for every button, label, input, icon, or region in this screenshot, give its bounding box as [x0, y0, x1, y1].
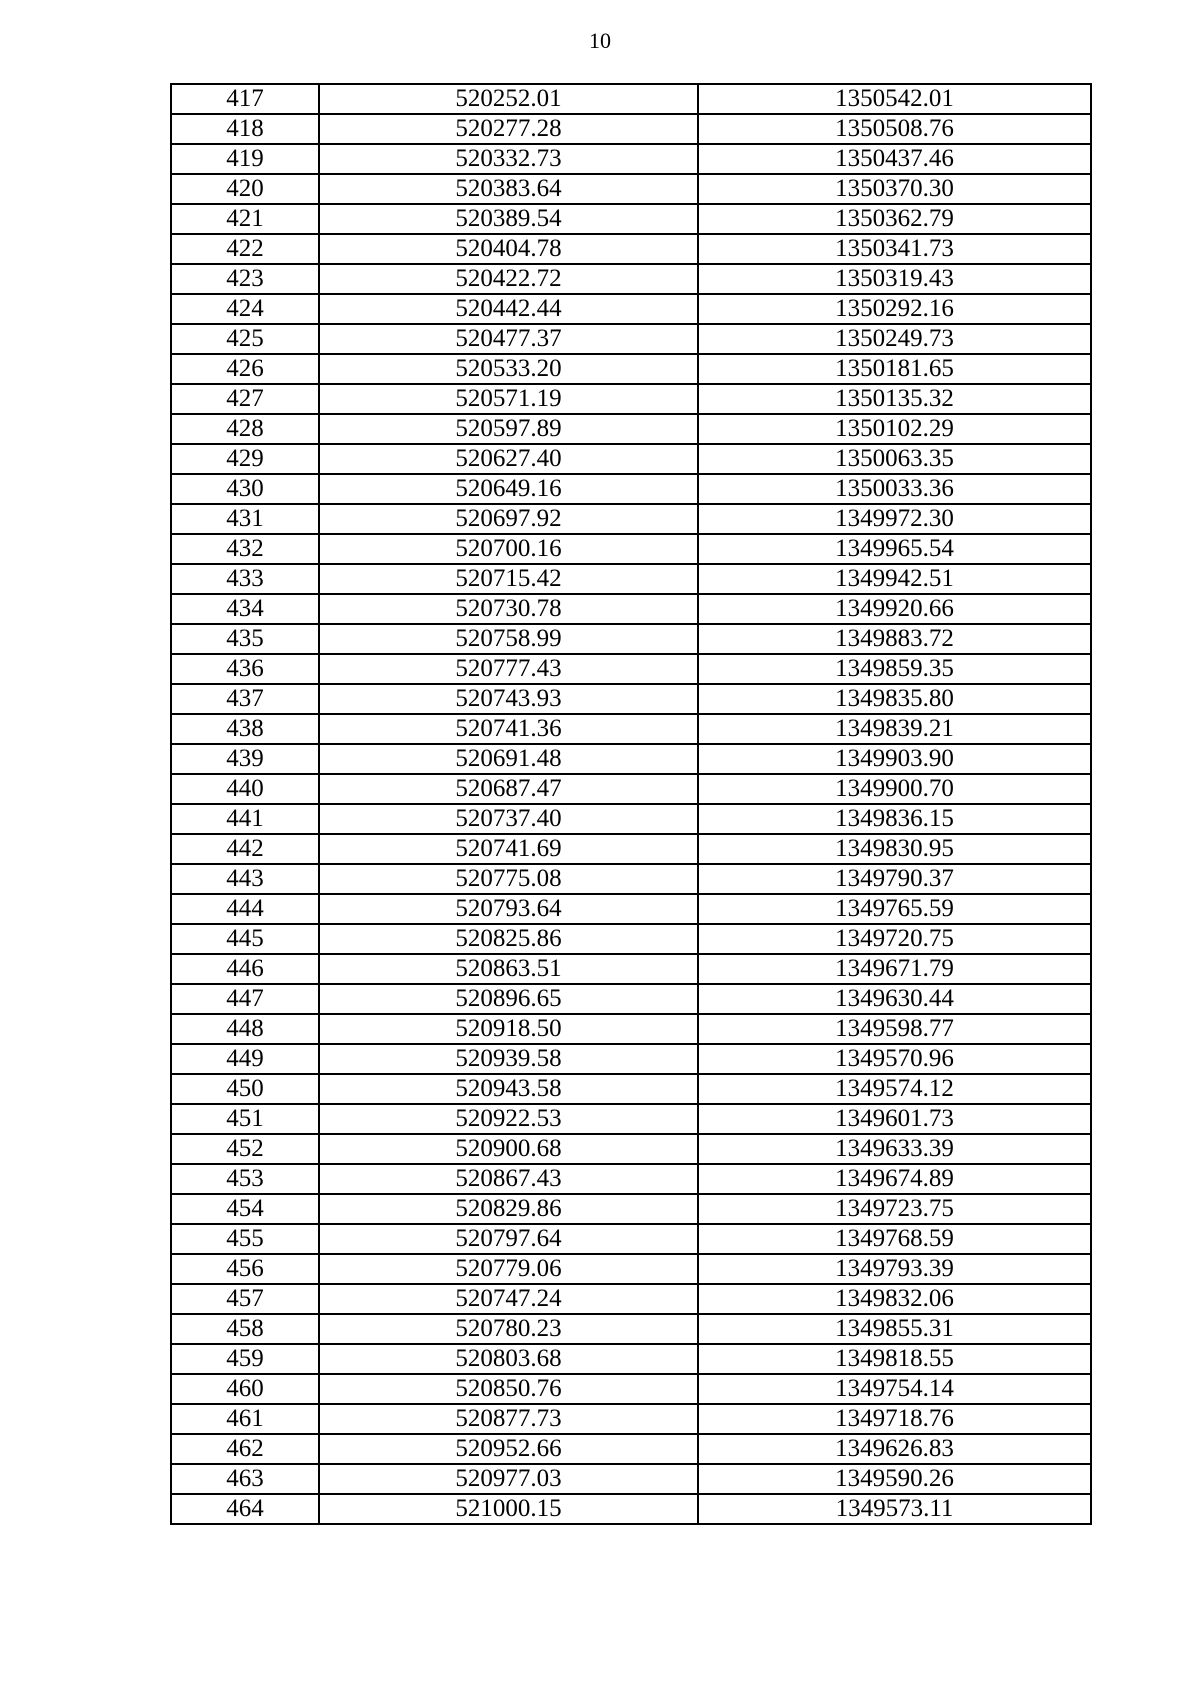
point-number-cell: 438 — [171, 714, 319, 744]
point-number-cell: 433 — [171, 564, 319, 594]
point-number-cell: 420 — [171, 174, 319, 204]
y-coordinate-cell: 1350370.30 — [698, 174, 1091, 204]
table-row — [171, 1224, 1091, 1254]
x-coordinate-cell: 520277.28 — [319, 114, 698, 144]
table-row — [171, 1464, 1091, 1494]
point-number-cell: 461 — [171, 1404, 319, 1434]
point-number-cell: 430 — [171, 474, 319, 504]
x-coordinate-cell: 520597.89 — [319, 414, 698, 444]
y-coordinate-cell: 1349768.59 — [698, 1224, 1091, 1254]
table-row — [171, 1284, 1091, 1314]
table-row — [171, 294, 1091, 324]
x-coordinate-cell: 520404.78 — [319, 234, 698, 264]
x-coordinate-cell: 520687.47 — [319, 774, 698, 804]
table-row — [171, 1254, 1091, 1284]
y-coordinate-cell: 1349790.37 — [698, 864, 1091, 894]
x-coordinate-cell: 520442.44 — [319, 294, 698, 324]
point-number-cell: 431 — [171, 504, 319, 534]
y-coordinate-cell: 1350249.73 — [698, 324, 1091, 354]
x-coordinate-cell: 520797.64 — [319, 1224, 698, 1254]
x-coordinate-cell: 520758.99 — [319, 624, 698, 654]
table-row — [171, 1074, 1091, 1104]
point-number-cell: 422 — [171, 234, 319, 264]
point-number-cell: 449 — [171, 1044, 319, 1074]
point-number-cell: 444 — [171, 894, 319, 924]
table-row — [171, 534, 1091, 564]
y-coordinate-cell: 1349836.15 — [698, 804, 1091, 834]
table-row — [171, 504, 1091, 534]
y-coordinate-cell: 1349965.54 — [698, 534, 1091, 564]
coordinates-table — [170, 83, 1092, 1525]
x-coordinate-cell: 521000.15 — [319, 1494, 698, 1524]
y-coordinate-cell: 1349900.70 — [698, 774, 1091, 804]
y-coordinate-cell: 1349573.11 — [698, 1494, 1091, 1524]
table-row — [171, 954, 1091, 984]
point-number-cell: 457 — [171, 1284, 319, 1314]
y-coordinate-cell: 1349839.21 — [698, 714, 1091, 744]
point-number-cell: 427 — [171, 384, 319, 414]
table-row — [171, 924, 1091, 954]
x-coordinate-cell: 520715.42 — [319, 564, 698, 594]
point-number-cell: 423 — [171, 264, 319, 294]
x-coordinate-cell: 520977.03 — [319, 1464, 698, 1494]
y-coordinate-cell: 1349671.79 — [698, 954, 1091, 984]
table-row — [171, 864, 1091, 894]
table-row — [171, 204, 1091, 234]
x-coordinate-cell: 520332.73 — [319, 144, 698, 174]
x-coordinate-cell: 520533.20 — [319, 354, 698, 384]
x-coordinate-cell: 520850.76 — [319, 1374, 698, 1404]
x-coordinate-cell: 520691.48 — [319, 744, 698, 774]
table-row — [171, 474, 1091, 504]
point-number-cell: 463 — [171, 1464, 319, 1494]
y-coordinate-cell: 1350135.32 — [698, 384, 1091, 414]
y-coordinate-cell: 1350319.43 — [698, 264, 1091, 294]
y-coordinate-cell: 1350063.35 — [698, 444, 1091, 474]
table-row — [171, 1014, 1091, 1044]
x-coordinate-cell: 520867.43 — [319, 1164, 698, 1194]
x-coordinate-cell: 520829.86 — [319, 1194, 698, 1224]
table-row — [171, 1164, 1091, 1194]
point-number-cell: 428 — [171, 414, 319, 444]
y-coordinate-cell: 1349674.89 — [698, 1164, 1091, 1194]
table-row — [171, 744, 1091, 774]
point-number-cell: 440 — [171, 774, 319, 804]
point-number-cell: 454 — [171, 1194, 319, 1224]
x-coordinate-cell: 520900.68 — [319, 1134, 698, 1164]
point-number-cell: 437 — [171, 684, 319, 714]
y-coordinate-cell: 1349859.35 — [698, 654, 1091, 684]
coordinates-table-body — [171, 84, 1091, 1524]
point-number-cell: 458 — [171, 1314, 319, 1344]
x-coordinate-cell: 520700.16 — [319, 534, 698, 564]
y-coordinate-cell: 1349630.44 — [698, 984, 1091, 1014]
x-coordinate-cell: 520389.54 — [319, 204, 698, 234]
point-number-cell: 432 — [171, 534, 319, 564]
x-coordinate-cell: 520747.24 — [319, 1284, 698, 1314]
x-coordinate-cell: 520775.08 — [319, 864, 698, 894]
x-coordinate-cell: 520571.19 — [319, 384, 698, 414]
point-number-cell: 441 — [171, 804, 319, 834]
point-number-cell: 443 — [171, 864, 319, 894]
y-coordinate-cell: 1349883.72 — [698, 624, 1091, 654]
x-coordinate-cell: 520730.78 — [319, 594, 698, 624]
x-coordinate-cell: 520793.64 — [319, 894, 698, 924]
point-number-cell: 439 — [171, 744, 319, 774]
point-number-cell: 456 — [171, 1254, 319, 1284]
table-row — [171, 834, 1091, 864]
x-coordinate-cell: 520697.92 — [319, 504, 698, 534]
point-number-cell: 464 — [171, 1494, 319, 1524]
point-number-cell: 448 — [171, 1014, 319, 1044]
point-number-cell: 460 — [171, 1374, 319, 1404]
x-coordinate-cell: 520877.73 — [319, 1404, 698, 1434]
table-row — [171, 264, 1091, 294]
y-coordinate-cell: 1349601.73 — [698, 1104, 1091, 1134]
table-row — [171, 234, 1091, 264]
x-coordinate-cell: 520803.68 — [319, 1344, 698, 1374]
table-row — [171, 714, 1091, 744]
point-number-cell: 453 — [171, 1164, 319, 1194]
table-row — [171, 684, 1091, 714]
y-coordinate-cell: 1350102.29 — [698, 414, 1091, 444]
x-coordinate-cell: 520252.01 — [319, 84, 698, 114]
x-coordinate-cell: 520743.93 — [319, 684, 698, 714]
table-row — [171, 564, 1091, 594]
point-number-cell: 452 — [171, 1134, 319, 1164]
table-row — [171, 654, 1091, 684]
x-coordinate-cell: 520922.53 — [319, 1104, 698, 1134]
y-coordinate-cell: 1349590.26 — [698, 1464, 1091, 1494]
y-coordinate-cell: 1349830.95 — [698, 834, 1091, 864]
point-number-cell: 446 — [171, 954, 319, 984]
point-number-cell: 435 — [171, 624, 319, 654]
y-coordinate-cell: 1349570.96 — [698, 1044, 1091, 1074]
table-row — [171, 1494, 1091, 1524]
y-coordinate-cell: 1350292.16 — [698, 294, 1091, 324]
x-coordinate-cell: 520383.64 — [319, 174, 698, 204]
x-coordinate-cell: 520477.37 — [319, 324, 698, 354]
table-row — [171, 594, 1091, 624]
x-coordinate-cell: 520918.50 — [319, 1014, 698, 1044]
table-row — [171, 114, 1091, 144]
table-row — [171, 1314, 1091, 1344]
y-coordinate-cell: 1349920.66 — [698, 594, 1091, 624]
y-coordinate-cell: 1349633.39 — [698, 1134, 1091, 1164]
y-coordinate-cell: 1349626.83 — [698, 1434, 1091, 1464]
x-coordinate-cell: 520777.43 — [319, 654, 698, 684]
table-row — [171, 1044, 1091, 1074]
point-number-cell: 447 — [171, 984, 319, 1014]
y-coordinate-cell: 1349818.55 — [698, 1344, 1091, 1374]
x-coordinate-cell: 520825.86 — [319, 924, 698, 954]
x-coordinate-cell: 520649.16 — [319, 474, 698, 504]
point-number-cell: 436 — [171, 654, 319, 684]
point-number-cell: 419 — [171, 144, 319, 174]
point-number-cell: 417 — [171, 84, 319, 114]
table-row — [171, 1134, 1091, 1164]
y-coordinate-cell: 1349723.75 — [698, 1194, 1091, 1224]
y-coordinate-cell: 1350508.76 — [698, 114, 1091, 144]
point-number-cell: 429 — [171, 444, 319, 474]
x-coordinate-cell: 520741.69 — [319, 834, 698, 864]
y-coordinate-cell: 1349754.14 — [698, 1374, 1091, 1404]
point-number-cell: 434 — [171, 594, 319, 624]
y-coordinate-cell: 1349793.39 — [698, 1254, 1091, 1284]
point-number-cell: 462 — [171, 1434, 319, 1464]
point-number-cell: 450 — [171, 1074, 319, 1104]
y-coordinate-cell: 1350437.46 — [698, 144, 1091, 174]
point-number-cell: 421 — [171, 204, 319, 234]
y-coordinate-cell: 1349765.59 — [698, 894, 1091, 924]
x-coordinate-cell: 520627.40 — [319, 444, 698, 474]
table-row — [171, 174, 1091, 204]
y-coordinate-cell: 1350341.73 — [698, 234, 1091, 264]
table-row — [171, 384, 1091, 414]
y-coordinate-cell: 1350181.65 — [698, 354, 1091, 384]
y-coordinate-cell: 1349832.06 — [698, 1284, 1091, 1314]
table-row — [171, 984, 1091, 1014]
x-coordinate-cell: 520741.36 — [319, 714, 698, 744]
y-coordinate-cell: 1349855.31 — [698, 1314, 1091, 1344]
point-number-cell: 426 — [171, 354, 319, 384]
point-number-cell: 455 — [171, 1224, 319, 1254]
table-row — [171, 1434, 1091, 1464]
y-coordinate-cell: 1349718.76 — [698, 1404, 1091, 1434]
table-row — [171, 84, 1091, 114]
y-coordinate-cell: 1349720.75 — [698, 924, 1091, 954]
y-coordinate-cell: 1349903.90 — [698, 744, 1091, 774]
x-coordinate-cell: 520939.58 — [319, 1044, 698, 1074]
table-row — [171, 1194, 1091, 1224]
y-coordinate-cell: 1349972.30 — [698, 504, 1091, 534]
table-row — [171, 144, 1091, 174]
y-coordinate-cell: 1349835.80 — [698, 684, 1091, 714]
x-coordinate-cell: 520780.23 — [319, 1314, 698, 1344]
table-row — [171, 1374, 1091, 1404]
table-row — [171, 624, 1091, 654]
x-coordinate-cell: 520952.66 — [319, 1434, 698, 1464]
point-number-cell: 418 — [171, 114, 319, 144]
table-row — [171, 1404, 1091, 1434]
y-coordinate-cell: 1350033.36 — [698, 474, 1091, 504]
x-coordinate-cell: 520896.65 — [319, 984, 698, 1014]
table-row — [171, 354, 1091, 384]
y-coordinate-cell: 1350542.01 — [698, 84, 1091, 114]
table-row — [171, 414, 1091, 444]
y-coordinate-cell: 1349598.77 — [698, 1014, 1091, 1044]
table-row — [171, 1344, 1091, 1374]
point-number-cell: 442 — [171, 834, 319, 864]
x-coordinate-cell: 520422.72 — [319, 264, 698, 294]
table-row — [171, 774, 1091, 804]
y-coordinate-cell: 1350362.79 — [698, 204, 1091, 234]
table-row — [171, 1104, 1091, 1134]
y-coordinate-cell: 1349574.12 — [698, 1074, 1091, 1104]
x-coordinate-cell: 520737.40 — [319, 804, 698, 834]
y-coordinate-cell: 1349942.51 — [698, 564, 1091, 594]
table-row — [171, 324, 1091, 354]
table-row — [171, 894, 1091, 924]
table-row — [171, 444, 1091, 474]
x-coordinate-cell: 520779.06 — [319, 1254, 698, 1284]
table-row — [171, 804, 1091, 834]
x-coordinate-cell: 520943.58 — [319, 1074, 698, 1104]
point-number-cell: 424 — [171, 294, 319, 324]
page-number: 10 — [589, 28, 611, 53]
point-number-cell: 425 — [171, 324, 319, 354]
point-number-cell: 445 — [171, 924, 319, 954]
point-number-cell: 459 — [171, 1344, 319, 1374]
x-coordinate-cell: 520863.51 — [319, 954, 698, 984]
point-number-cell: 451 — [171, 1104, 319, 1134]
